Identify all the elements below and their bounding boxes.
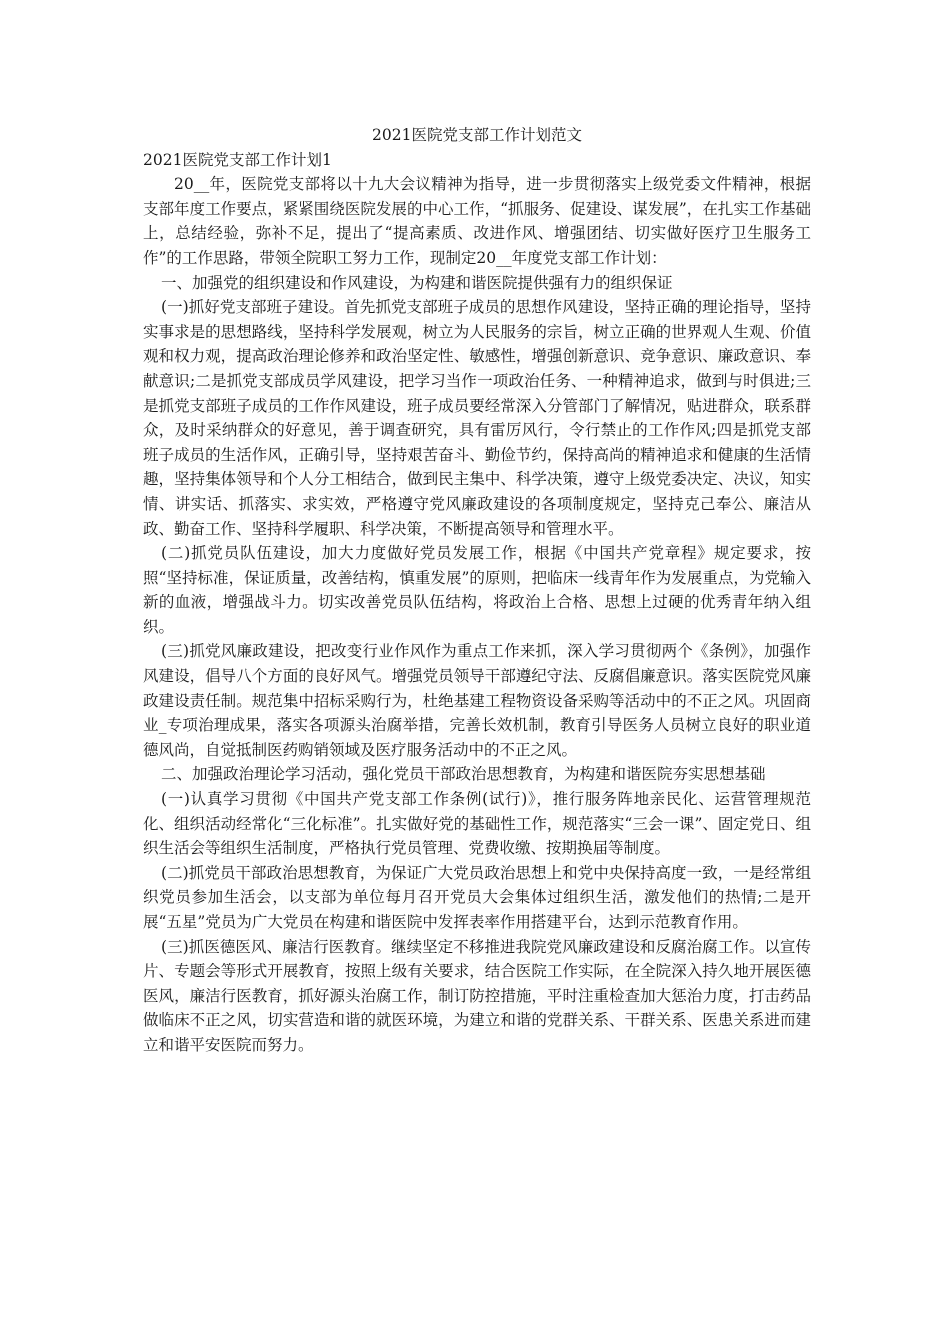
document-subtitle: 2021医院党支部工作计划1 [143, 150, 332, 169]
body-paragraph: (三)抓医德医风、廉洁行医教育。继续坚定不移推进我院党风廉政建设和反腐治腐工作。以宣传片、专题会等形式开展教育，按照上级有关要求，结合医院工作实际，在全院深入持久地开展医德医风，廉洁行医教育，抓好源头治腐工作，制订防控措施，平时注重检查加大惩治力度，打击药品做临床不正之风，切实营造和谐的就医环境，为建立和谐的党群关系、干群关系、医患关系进而建立和谐平安医院而努力。 [143, 937, 811, 1054]
document-title: 2021医院党支部工作计划范文 [372, 126, 582, 144]
body-paragraph: (三)抓党风廉政建设，把改变行业作风作为重点工作来抓，深入学习贯彻两个《条例》，加强作风建设，倡导八个方面的良好风气。增强党员领导干部遵纪守法、反腐倡廉意识。落实医院党风廉政建设责任制。规范集中招标采购行为，杜绝基建工程物资设备采购等活动中的不正之风。巩固商业_专项治理成果，落实各项源头治腐举措，完善长效机制，教育引导医务人员树立良好的职业道德风尚，自觉抵制医药购销领域及医疗服务活动中的不正之风。 [143, 642, 811, 759]
body-paragraph: (二)抓党员队伍建设，加大力度做好党员发展工作，根据《中国共产党章程》规定要求，按照“坚持标准，保证质量，改善结构，慎重发展”的原则，把临床一线青年作为发展重点，为党输入新的血液，增强战斗力。切实改善党员队伍结构，将政治上合格、思想上过硬的优秀青年纳入组织。 [143, 544, 811, 636]
body-paragraph: (二)抓党员干部政治思想教育，为保证广大党员政治思想上和党中央保持高度一致，一是经常组织党员参加生活会，以支部为单位每月召开党员大会集体过组织生活，激发他们的热情;二是开展“五星”党员为广大党员在构建和谐医院中发挥表率作用搭建平台，达到示范教育作用。 [143, 863, 811, 931]
body-paragraph: (一)认真学习贯彻《中国共产党支部工作条例(试行)》，推行服务阵地亲民化、运营管理规范化、组织活动经常化“三化标准”。扎实做好党的基础性工作，规范落实“三会一课”、固定党日、组织生活会等组织生活制度，严格执行党员管理、党费收缴、按期换届等制度。 [143, 790, 811, 858]
document-page [143, 123, 811, 1058]
section-heading-1: 一、加强党的组织建设和作风建设，为构建和谐医院提供强有力的组织保证 [161, 273, 673, 292]
intro-paragraph: 20__年，医院党支部将以十九大会议精神为指导，进一步贯彻落实上级党委文件精神，根据支部年度工作要点，紧紧围绕医院发展的中心工作，“抓服务、促建设、谋发展”，在扎实工作基础上，总结经验，弥补不足，提出了“提高素质、改进作风、增强团结、切实做好医疗卫生服务工作”的工作思路，带领全院职工努力工作，现制定20__年度党支部工作计划： [143, 175, 811, 267]
body-paragraph: (一)抓好党支部班子建设。首先抓党支部班子成员的思想作风建设，坚持正确的理论指导，坚持实事求是的思想路线，坚持科学发展观，树立为人民服务的宗旨，树立正确的世界观人生观、价值观和权力观，提高政治理论修养和政治坚定性、敏感性，增强创新意识、竞争意识、廉政意识、奉献意识;二是抓党支部成员学风建设，把学习当作一项政治任务、一种精神追求，做到与时俱进;三是抓党支部班子成员的工作作风建设，班子成员要经常深入分管部门了解情况，贴进群众，联系群众，及时采纳群众的好意见，善于调查研究，具有雷厉风行，令行禁止的工作作风;四是抓党支部班子成员的生活作风，正确引导，坚持艰苦奋斗、勤俭节约，保持高尚的精神追求和健康的生活情趣，坚持集体领导和个人分工相结合，做到民主集中、科学决策，遵守上级党委决定、决议，知实情、讲实话、抓落实、求实效，严格遵守党风廉政建设的各项制度规定，坚持克己奉公、廉洁从政、勤奋工作、坚持科学履职、科学决策，不断提高领导和管理水平。 [143, 298, 811, 538]
section-heading-2: 二、加强政治理论学习活动，强化党员干部政治思想教育，为构建和谐医院夯实思想基础 [161, 765, 766, 784]
